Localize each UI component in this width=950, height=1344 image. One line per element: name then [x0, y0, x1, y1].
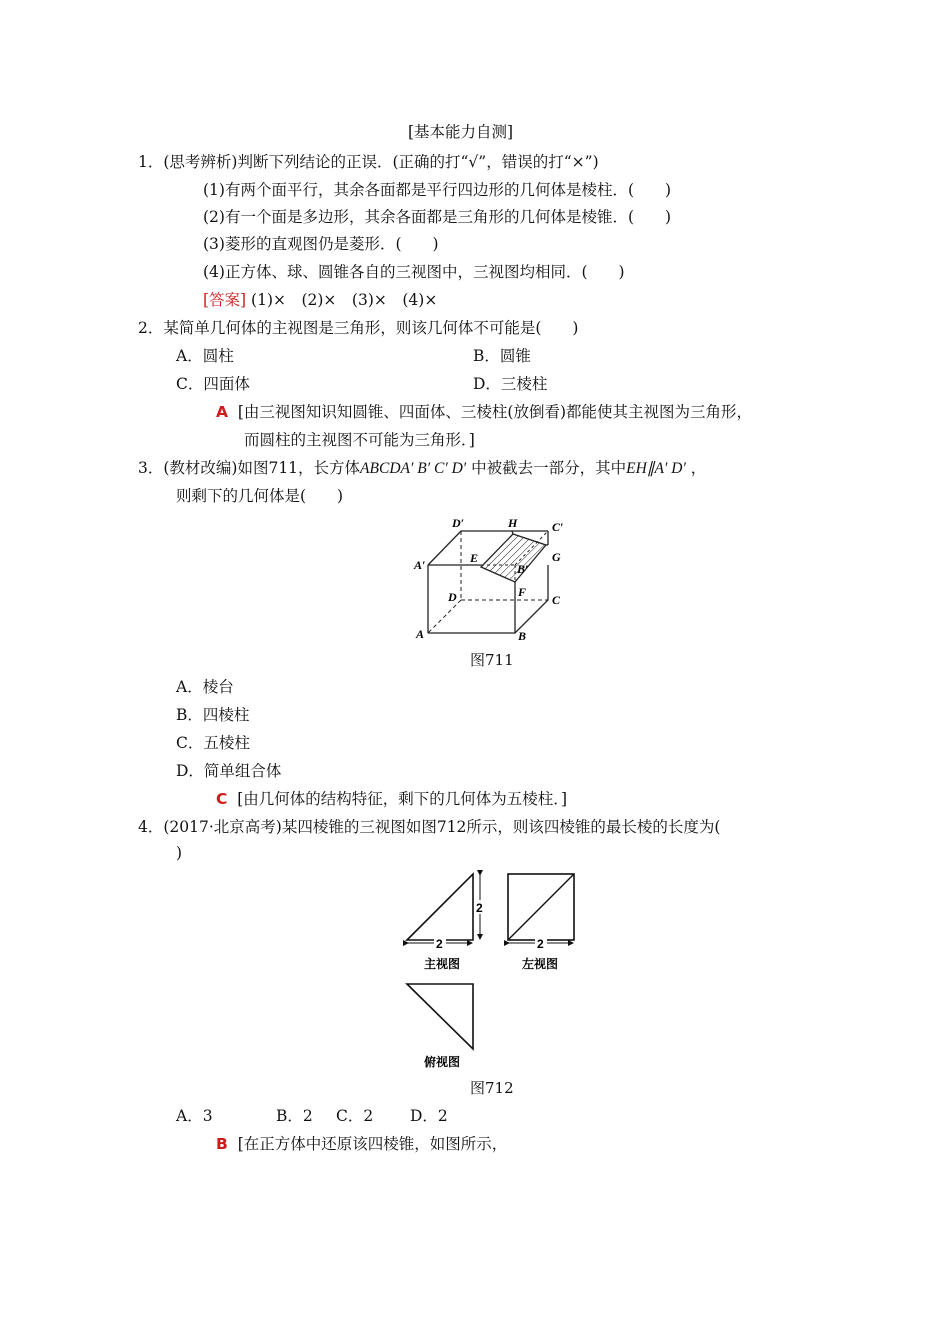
top-view-label: 俯视图 [424, 1055, 461, 1069]
q1-item-4: (4)正方体、球、圆锥各自的三视图中，三视图均相同．( ) [203, 263, 625, 281]
label-Bp: B′ [517, 562, 529, 576]
label-F: F [518, 585, 527, 599]
q2-explanation-1: [由三视图知识知圆锥、四面体、三棱柱(放倒看)都能使其主视图为三角形， [237, 403, 753, 421]
q4-answer [216, 1134, 507, 1154]
q2-stem: 2．某简单几何体的主视图是三角形，则该几何体不可能是( ) [138, 319, 579, 337]
label-Cp: C′ [552, 520, 564, 534]
q3-answer-letter: C [216, 790, 228, 808]
label-E: E [470, 551, 479, 565]
q1-stem: 1．(思考辨析)判断下列结论的正误．(正确的打“√”，错误的打“×”) [138, 153, 599, 171]
front-view [407, 874, 486, 971]
q2-answer-letter: A [216, 403, 228, 421]
label-H: H [508, 516, 518, 530]
side-view [508, 874, 574, 971]
q3-stem-line-2: 则剩下的几何体是( ) [176, 487, 344, 505]
q3-stem-1e: ， [685, 459, 707, 477]
label-Dp: D′ [452, 516, 465, 530]
q1-answer-text: (1)× (2)× (3)× (4)× [246, 291, 438, 309]
q1-answer-label: [答案] [203, 291, 247, 309]
q3-stem-1a: 3．(教材改编)如图711，长方体 [138, 459, 361, 477]
q3-option-a: A．棱台 [176, 678, 234, 696]
label-G: G [552, 550, 561, 564]
figure-712-caption: 图712 [470, 1079, 514, 1097]
side-width-label: 2 [537, 937, 544, 951]
front-width-label: 2 [436, 937, 443, 951]
q3-option-c: C．五棱柱 [176, 734, 250, 752]
q4-answer-letter: B [216, 1135, 228, 1153]
q2-option-a: A．圆柱 [176, 347, 234, 365]
q1-item-2: (2)有一个面是多边形，其余各面都是三角形的几何体是棱锥．( ) [203, 208, 672, 226]
front-view-label: 主视图 [424, 957, 461, 971]
q3-option-b: B．四棱柱 [176, 706, 250, 724]
q3-stem-1c: 中被截去一部分，其中 [466, 459, 627, 477]
q3-explanation: [由几何体的结构特征，剩下的几何体为五棱柱．] [237, 790, 568, 808]
q1-item-1: (1)有两个面平行，其余各面都是平行四边形的几何体是棱柱．( ) [203, 181, 672, 199]
q4-option-c: C．2 [336, 1107, 374, 1125]
q2-option-d: D．三棱柱 [473, 375, 548, 393]
q2-explanation-2: 而圆柱的主视图不可能为三角形．] [244, 431, 475, 449]
label-A: A [416, 627, 425, 641]
figure-711-caption: 图711 [470, 651, 514, 669]
label-B: B [518, 629, 527, 643]
q2-option-c: C．四面体 [176, 375, 250, 393]
top-view [407, 984, 473, 1069]
top-view-triangle [407, 984, 473, 1049]
q2-option-b: B．圆锥 [473, 347, 531, 365]
section-title: [基本能力自测] [408, 123, 514, 141]
q4-option-d: D．2 [410, 1107, 448, 1125]
q1-item-3: (3)菱形的直观图仍是菱形．( ) [203, 235, 439, 253]
q4-option-a: A．3 [176, 1107, 213, 1125]
q4-option-b: B．2 [276, 1107, 313, 1125]
side-view-diagonal [508, 874, 574, 940]
front-view-triangle [407, 874, 473, 940]
label-D: D [448, 590, 457, 604]
label-C: C [552, 593, 561, 607]
q3-option-d: D．简单组合体 [176, 762, 282, 780]
q3-stem-1d: EH∥A′ D′ [626, 460, 686, 477]
side-view-label: 左视图 [522, 957, 559, 971]
label-Ap: A′ [414, 558, 426, 572]
q4-stem-line-1: 4．(2017·北京高考)某四棱锥的三视图如图712所示，则该四棱锥的最长棱的长度为( [138, 818, 721, 836]
q3-stem-1b: ABCDA′ B′ C′ D′ [360, 460, 467, 477]
q4-explanation: [在正方体中还原该四棱锥，如图所示， [237, 1135, 508, 1153]
q4-stem-line-2: ) [176, 844, 183, 862]
front-height-label: 2 [476, 901, 483, 915]
